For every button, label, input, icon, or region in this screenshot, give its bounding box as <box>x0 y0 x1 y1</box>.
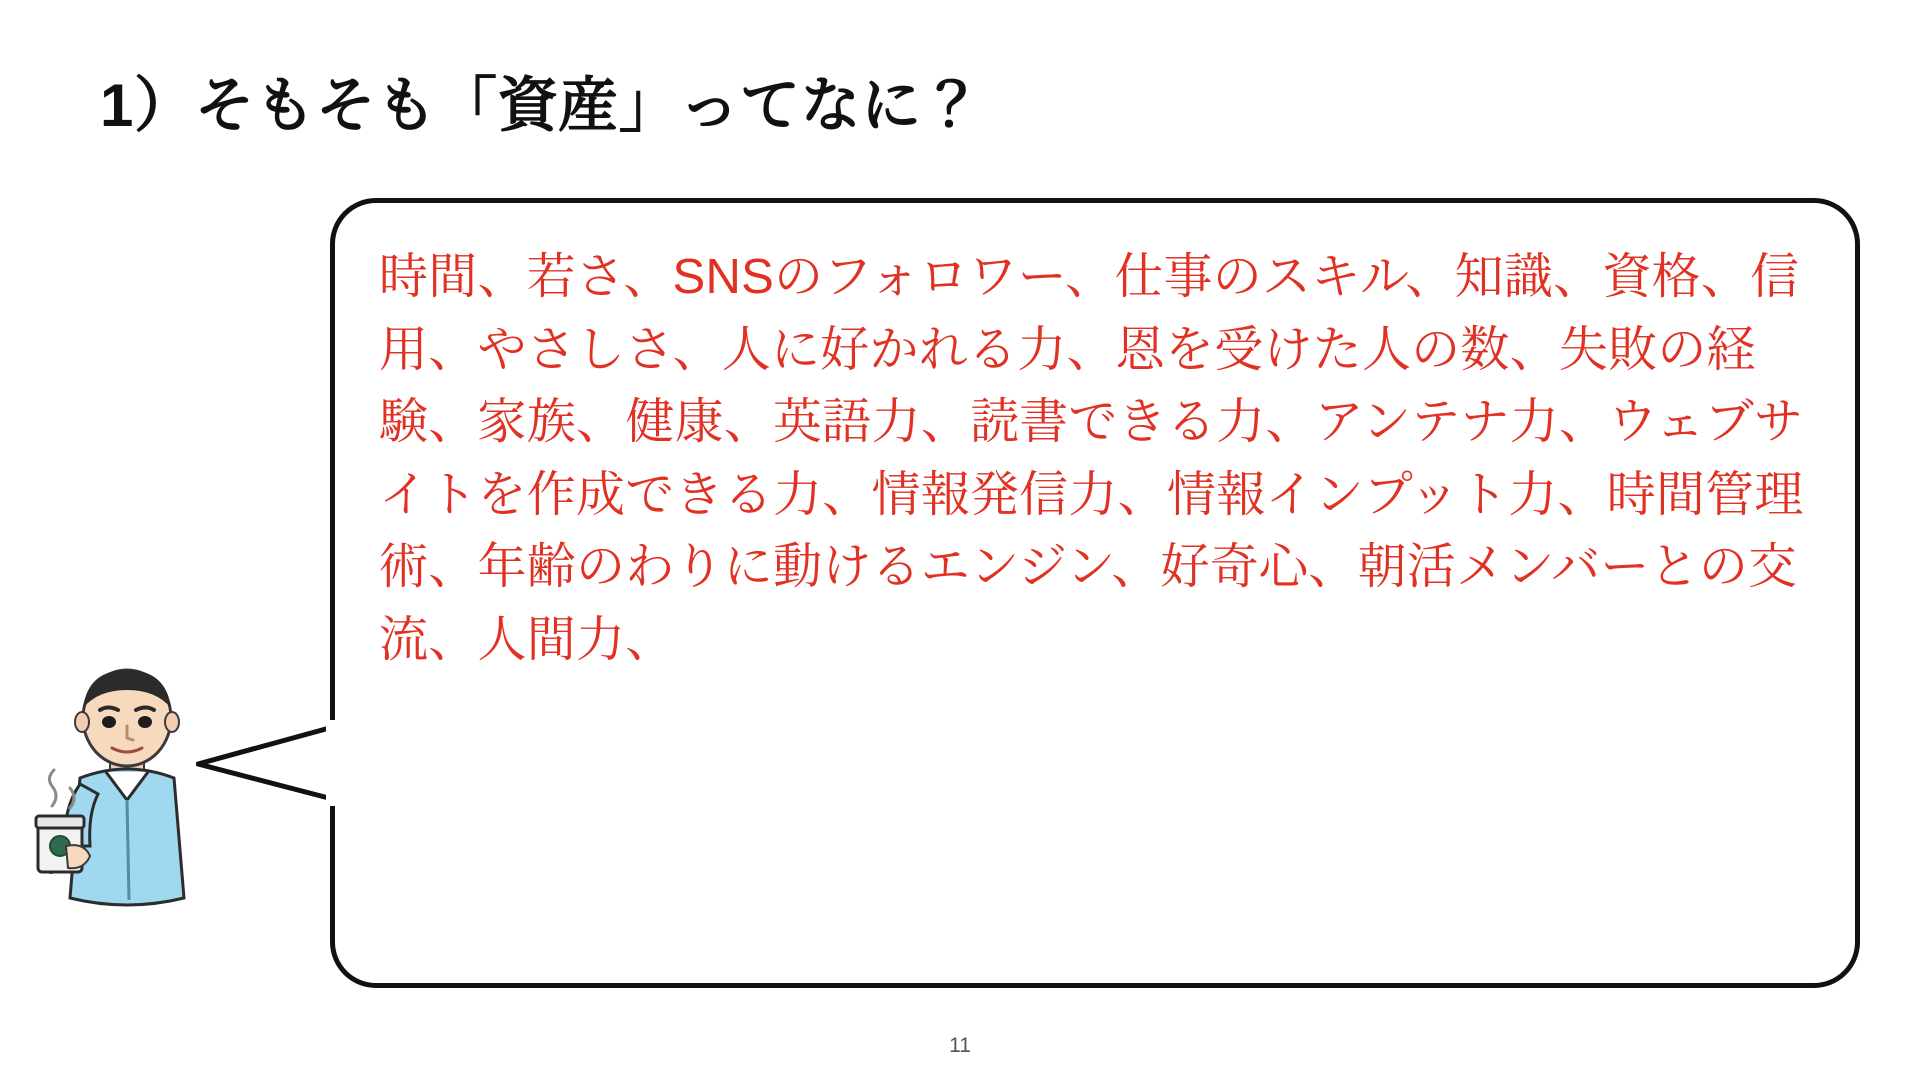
man-with-coffee-illustration <box>28 660 218 920</box>
speech-bubble <box>330 198 1860 988</box>
speech-bubble-text: 時間、若さ、SNSのフォロワー、仕事のスキル、知識、資格、信用、やさしさ、人に好かれる力、恩を受けた人の数、失敗の経験、家族、健康、英語力、読書できる力、アンテナ力、ウェブサイトを作成できる力、情報発信力、情報インプット力、時間管理術、年齢のわりに動けるエンジン、好奇心、朝活メンバーとの交流、人間力、 <box>379 250 1804 667</box>
page-title: 1）そもそも「資産」ってなに？ <box>100 72 983 139</box>
speech-bubble-tail-icon <box>196 718 346 808</box>
page-number: 11 <box>949 1034 971 1057</box>
